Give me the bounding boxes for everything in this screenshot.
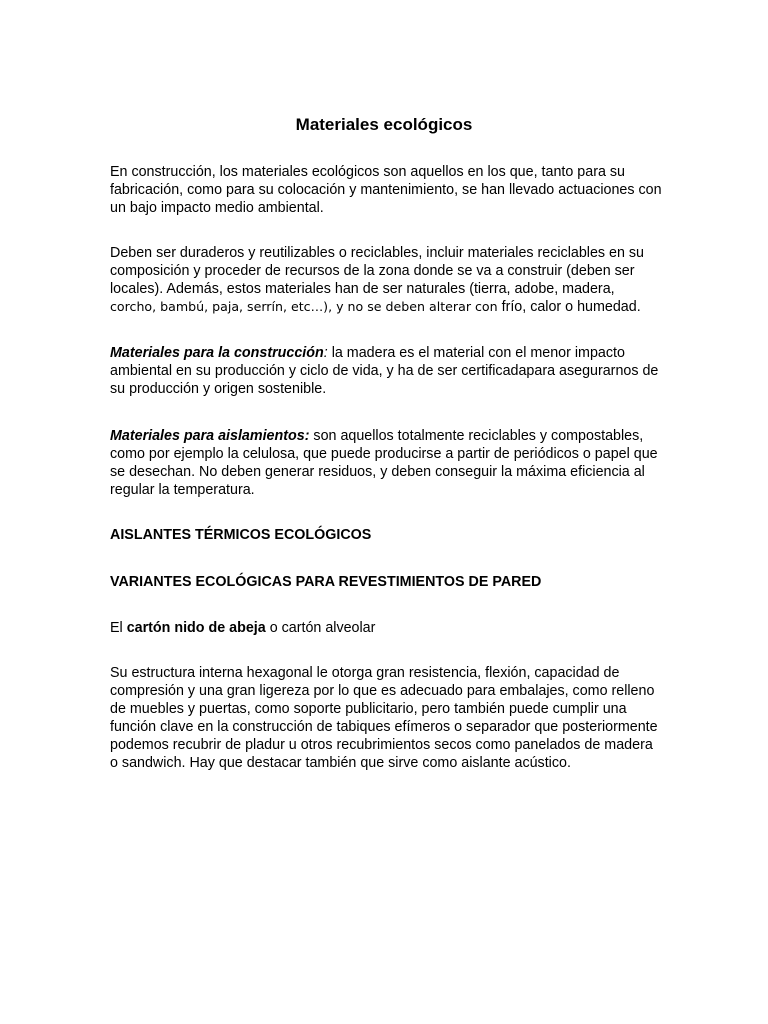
- paragraph-insulation-materials: [110, 427, 670, 499]
- paragraph-line: de muebles y puertas, como soporte publicitario, pero también puede cumplir una: [110, 701, 627, 717]
- paragraph-text: o cartón alveolar: [265, 620, 376, 636]
- paragraph-line: un bajo impacto medio ambiental.: [110, 200, 324, 216]
- paragraph-line: En construcción, los materiales ecológicos son aquellos en los que, tanto para su: [110, 164, 625, 180]
- paragraph-line: regular la temperatura.: [110, 482, 255, 498]
- paragraph-line-mixed: [110, 298, 670, 316]
- paragraph-honeycomb-description: [110, 664, 670, 772]
- paragraph-label-colon: :: [323, 345, 328, 361]
- paragraph-requirements: [110, 244, 670, 316]
- paragraph-text-small: corcho, bambú, paja, serrín, etc…), y no se deben alterar con: [110, 299, 498, 314]
- paragraph-line: composición y proceder de recursos de la zona donde se va a construir (deben ser: [110, 263, 635, 279]
- paragraph-line: podemos recubrir de pladur u otros recubrimientos secos como panelados de madera: [110, 737, 653, 753]
- paragraph-line: fabricación, como para su colocación y mantenimiento, se han llevado actuaciones con: [110, 182, 662, 198]
- paragraph-line: Deben ser duraderos y reutilizables o reciclables, incluir materiales reciclables en su: [110, 245, 644, 261]
- page-title: Materiales ecológicos: [295, 115, 473, 134]
- paragraph-label: Materiales para aislamientos:: [110, 428, 310, 444]
- paragraph-line: como por ejemplo la celulosa, que puede producirse a partir de periódicos o papel que: [110, 446, 658, 462]
- paragraph-line: locales). Además, estos materiales han de ser naturales (tierra, adobe, madera,: [110, 281, 615, 297]
- paragraph-line: [110, 344, 670, 362]
- paragraph-text: son aquellos totalmente reciclables y compostables,: [309, 428, 644, 444]
- paragraph-bold-term: cartón nido de abeja: [126, 620, 266, 636]
- paragraph-text: El: [110, 620, 127, 636]
- paragraph-line: ambiental en su producción y ciclo de vida, y ha de ser certificadapara asegurarnos de: [110, 363, 659, 379]
- paragraph-line: [110, 427, 670, 445]
- paragraph-intro: [110, 163, 670, 217]
- section-heading-wall-coverings: VARIANTES ECOLÓGICAS PARA REVESTIMIENTOS DE PARED: [110, 574, 542, 590]
- section-heading-thermal-insulation: AISLANTES TÉRMICOS ECOLÓGICOS: [110, 527, 372, 543]
- paragraph-line: [110, 619, 670, 637]
- paragraph-text: frío, calor o humedad.: [497, 299, 641, 315]
- paragraph-line: o sandwich. Hay que destacar también que sirve como aislante acústico.: [110, 755, 571, 771]
- paragraph-construction-materials: [110, 344, 670, 398]
- paragraph-text: la madera es el material con el menor impacto: [327, 345, 625, 361]
- paragraph-honeycomb-intro: [110, 619, 670, 637]
- paragraph-line: compresión y una gran ligereza por lo que es adecuado para embalajes, como relleno: [110, 683, 655, 699]
- paragraph-line: función clave en la construcción de tabiques efímeros o separador que posteriormente: [110, 719, 658, 735]
- paragraph-label: Materiales para la construcción: [110, 345, 324, 361]
- paragraph-line: su producción y origen sostenible.: [110, 381, 327, 397]
- paragraph-line: Su estructura interna hexagonal le otorga gran resistencia, flexión, capacidad de: [110, 665, 620, 681]
- paragraph-line: se desechan. No deben generar residuos, y deben conseguir la máxima eficiencia al: [110, 464, 645, 480]
